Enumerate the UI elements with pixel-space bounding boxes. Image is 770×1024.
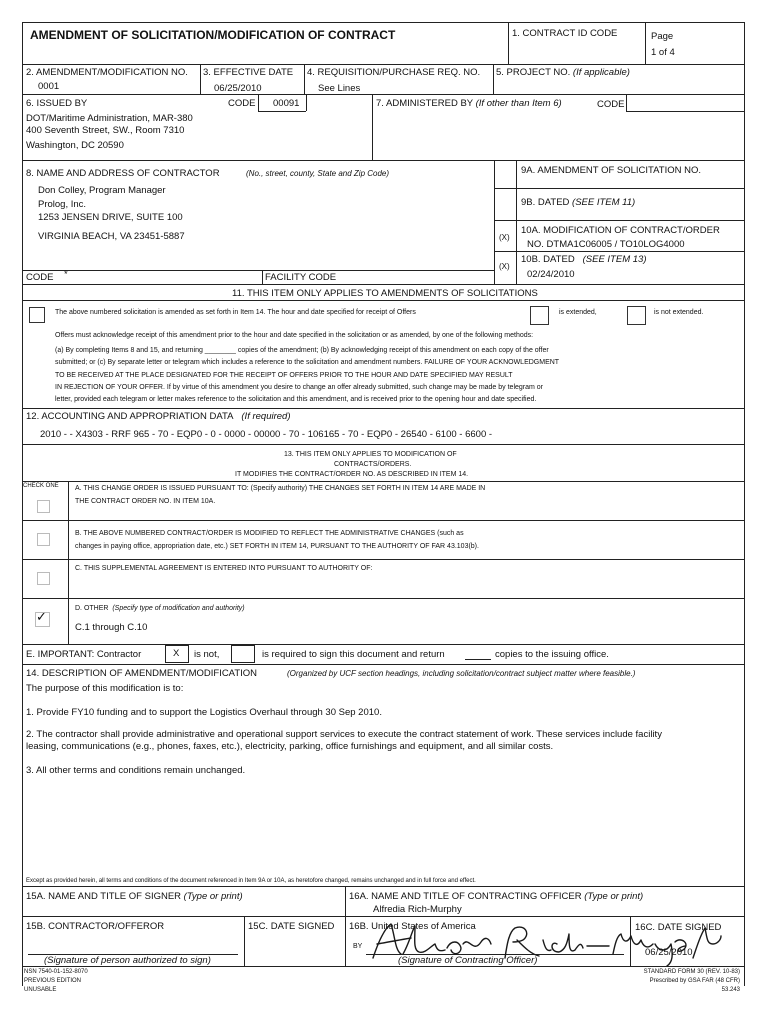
contractor-qualifier: (No., street, county, State and Zip Code) xyxy=(246,169,390,178)
contractor-15b-label: 15B. CONTRACTOR/OFFEROR xyxy=(26,921,165,932)
item-13b-text: B. THE ABOVE NUMBERED CONTRACT/ORDER IS MODIFIED TO REFLECT THE ADMINISTRATIVE CHANGES (such as xyxy=(75,530,464,537)
item-13d-qualifier: (Specify type of modification and authority) xyxy=(112,605,245,612)
usa-16b-label: 16B. United States of America xyxy=(349,921,476,932)
item-10a-label: 10A. MODIFICATION OF CONTRACT/ORDER xyxy=(521,225,720,236)
date-16c-value: 06/25/2010 xyxy=(645,947,693,958)
item-11-title: 11. THIS ITEM ONLY APPLIES TO AMENDMENTS OF SOLICITATIONS xyxy=(232,288,538,299)
item-13c-checkbox[interactable] xyxy=(37,572,50,585)
contractor-label: 8. NAME AND ADDRESS OF CONTRACTOR xyxy=(26,168,220,179)
item-9a-label: 9A. AMENDMENT OF SOLICITATION NO. xyxy=(521,165,701,176)
item-12-text: 12. ACCOUNTING AND APPROPRIATION DATA xyxy=(26,411,234,422)
officer-signature-caption: (Signature of Contracting Officer) xyxy=(398,955,538,966)
officer-16a-text: 16A. NAME AND TITLE OF CONTRACTING OFFICER xyxy=(349,891,582,902)
check-one-label: CHECK ONE xyxy=(23,483,59,489)
item-13d-text: D. OTHER xyxy=(75,605,109,612)
item-13c-text: C. THIS SUPPLEMENTAL AGREEMENT IS ENTERED INTO PURSUANT TO AUTHORITY OF: xyxy=(75,565,373,572)
amendment-no-label: 2. AMENDMENT/MODIFICATION NO. xyxy=(26,67,188,78)
item-11-paragraph: submitted; or (c) By separate letter or telegram which includes a reference to the solicitation and amendment numbers. FAILURE OF YOUR ACKNOWLEDGMENT xyxy=(55,359,560,366)
item-10b-qualifier: (SEE ITEM 13) xyxy=(582,254,647,265)
except-clause: Except as provided herein, all terms and conditions of the document referenced in Item 9A or 10A, as heretofore changed, remains unchanged and in full force and effect. xyxy=(26,878,476,884)
item-14-point: 2. The contractor shall provide administrative and operational support services to execute the contract statement of work. These services include facility xyxy=(26,729,662,740)
standard-form-line: 53.243 xyxy=(721,987,740,993)
item-10b-label xyxy=(521,254,646,265)
contractor-line: 1253 JENSEN DRIVE, SUITE 100 xyxy=(38,212,183,223)
item-12-qualifier: (If required) xyxy=(241,411,291,422)
contractor-code-label: CODE xyxy=(26,272,54,283)
item-11-line1: The above numbered solicitation is amended as set forth in Item 14. The hour and date specified for receipt of Offers xyxy=(55,309,416,316)
item-10b-x: (X) xyxy=(499,262,510,271)
item-14-point: 1. Provide FY10 funding and to support the Logistics Overhaul through 30 Sep 2010. xyxy=(26,707,382,718)
item-14-point: leasing, communications (e.g., phones, faxes, etc.), electricity, parking, office furnishings and equipment, and all similar costs. xyxy=(26,741,554,752)
item-9b-text: 9B. DATED xyxy=(521,197,570,208)
item-14-qualifier: (Organized by UCF section headings, including solicitation/contract subject matter where feasible.) xyxy=(287,669,636,678)
important-label: E. IMPORTANT: Contractor xyxy=(26,649,142,660)
administered-by-text: 7. ADMINISTERED BY xyxy=(376,98,473,109)
project-no-qualifier: (If applicable) xyxy=(572,67,630,78)
page-label: Page xyxy=(651,31,674,42)
item-13d-value: C.1 through C.10 xyxy=(75,622,148,633)
item-14-point: 3. All other terms and conditions remain unchanged. xyxy=(26,765,246,776)
issued-code-value: 00091 xyxy=(273,98,300,109)
accounting-data-value: 2010 - - X4303 - RRF 965 - 70 - EQP0 - 0 - 0000 - 00000 - 70 - 106165 - 70 - EQP0 - 26540 - 6100 - 6600 - xyxy=(40,429,493,440)
requisition-label: 4. REQUISITION/PURCHASE REQ. NO. xyxy=(307,67,481,78)
officer-signature xyxy=(355,914,725,970)
solicitation-amended-checkbox[interactable] xyxy=(29,307,45,323)
effective-date-value: 06/25/2010 xyxy=(214,83,262,94)
signer-15a-qualifier: (Type or print) xyxy=(183,891,243,902)
is-not-label: is not, xyxy=(194,649,220,660)
is-not-x: X xyxy=(173,648,180,659)
date-16c-label: 16C. DATE SIGNED xyxy=(635,922,722,933)
item-13b-checkbox[interactable] xyxy=(37,533,50,546)
item-9b-qualifier: (SEE ITEM 11) xyxy=(572,197,636,208)
item-13-title: CONTRACTS/ORDERS. xyxy=(334,461,412,468)
contractor-code-value: * xyxy=(64,269,68,280)
item-13a-text: A. THIS CHANGE ORDER IS ISSUED PURSUANT TO: (Specify authority) THE CHANGES SET FORTH IN ITEM 14 ARE MADE IN xyxy=(75,485,486,492)
issued-address-line: DOT/Maritime Administration, MAR-380 xyxy=(26,113,193,124)
item-13-title: 13. THIS ITEM ONLY APPLIES TO MODIFICATION OF xyxy=(284,451,457,458)
page-number: 1 of 4 xyxy=(651,47,675,58)
item-14-label: 14. DESCRIPTION OF AMENDMENT/MODIFICATION xyxy=(26,668,258,679)
issued-address-line: Washington, DC 20590 xyxy=(26,140,124,151)
standard-form-line: Prescribed by GSA FAR (48 CFR) xyxy=(649,978,740,984)
officer-16a-label xyxy=(349,891,643,902)
project-no-text: 5. PROJECT NO. xyxy=(496,67,571,78)
facility-code-label: FACILITY CODE xyxy=(265,272,337,283)
by-label: BY xyxy=(353,943,363,950)
item-13a-checkbox[interactable] xyxy=(37,500,50,513)
standard-form-line: STANDARD FORM 30 (REV. 10-83) xyxy=(643,969,740,975)
administered-by-label xyxy=(376,98,562,109)
officer-16a-value: Alfredia Rich-Murphy xyxy=(373,904,462,915)
issued-code-label: CODE xyxy=(228,98,256,109)
amendment-no-value: 0001 xyxy=(38,81,60,92)
nsn-line: UNUSABLE xyxy=(24,987,57,993)
nsn-line: NSN 7540-01-152-8070 xyxy=(24,969,88,975)
extended-checkbox[interactable] xyxy=(530,306,549,325)
signer-15a-text: 15A. NAME AND TITLE OF SIGNER xyxy=(26,891,182,902)
project-no-label xyxy=(496,67,630,78)
administered-code-label: CODE xyxy=(597,99,625,110)
item-10b-text: 10B. DATED xyxy=(521,254,575,265)
contractor-line: Don Colley, Program Manager xyxy=(38,185,166,196)
extended-label: is extended, xyxy=(559,309,597,316)
nsn-line: PREVIOUS EDITION xyxy=(24,978,82,984)
is-required-box[interactable] xyxy=(231,645,255,663)
officer-16a-qualifier: (Type or print) xyxy=(584,891,644,902)
contractor-signature-caption: (Signature of person authorized to sign) xyxy=(44,955,211,966)
contract-id-label: 1. CONTRACT ID CODE xyxy=(512,28,618,39)
return-copies-label: copies to the issuing office. xyxy=(495,649,609,660)
signer-15a-label xyxy=(26,891,243,902)
contractor-line: Prolog, Inc. xyxy=(38,199,87,210)
item-13d-label xyxy=(75,605,245,612)
item-14-intro: The purpose of this modification is to: xyxy=(26,683,184,694)
issued-by-label: 6. ISSUED BY xyxy=(26,98,88,109)
item-9b-label xyxy=(521,197,635,208)
form-title: AMENDMENT OF SOLICITATION/MODIFICATION OF CONTRACT xyxy=(30,28,396,42)
issued-address-line: 400 Seventh Street, SW., Room 7310 xyxy=(26,125,185,136)
item-11-paragraph: TO BE RECEIVED AT THE PLACE DESIGNATED FOR THE RECEIPT OF OFFERS PRIOR TO THE HOUR AND DATE SPECIFIED MAY RESULT xyxy=(55,372,513,379)
item-13-title: IT MODIFIES THE CONTRACT/ORDER NO. AS DESCRIBED IN ITEM 14. xyxy=(235,471,469,478)
requisition-value: See Lines xyxy=(318,83,361,94)
item-11-line2: Offers must acknowledge receipt of this amendment prior to the hour and date specified in the solicitation or as amended, by one of the following methods: xyxy=(55,332,534,339)
is-required-label: is required to sign this document and return xyxy=(262,649,445,660)
item-11-paragraph: (a) By completing Items 8 and 15, and returning ________ copies of the amendment; (b) By acknowledging receipt of this amendment on each copy of the offer xyxy=(55,347,549,354)
item-13a-text: THE CONTRACT ORDER NO. IN ITEM 10A. xyxy=(75,498,216,505)
item-10b-value: 02/24/2010 xyxy=(527,269,575,280)
administered-by-qualifier: (If other than Item 6) xyxy=(475,98,562,109)
item-10a-value: NO. DTMA1C06005 / TO10LOG4000 xyxy=(527,239,685,250)
item-12-label xyxy=(26,411,291,422)
checkmark-icon: ✓ xyxy=(36,609,47,624)
date-15c-label: 15C. DATE SIGNED xyxy=(248,921,335,932)
item-11-paragraph: IN REJECTION OF YOUR OFFER. If by virtue of this amendment you desire to change an offer already submitted, such change may be made by telegram or xyxy=(55,384,544,391)
item-11-paragraph: letter, provided each telegram or letter makes reference to the solicitation and this amendment, and is received prior to the opening hour and date specified. xyxy=(55,396,537,403)
contractor-city: VIRGINIA BEACH, VA 23451-5887 xyxy=(38,231,185,242)
effective-date-label: 3. EFFECTIVE DATE xyxy=(203,67,294,78)
item-13b-text: changes in paying office, appropriation date, etc.) SET FORTH IN ITEM 14, PURSUANT TO THE AUTHORITY OF FAR 43.103(b). xyxy=(75,543,479,550)
not-extended-checkbox[interactable] xyxy=(627,306,646,325)
item-10a-x: (X) xyxy=(499,233,510,242)
not-extended-label: is not extended. xyxy=(654,309,704,316)
